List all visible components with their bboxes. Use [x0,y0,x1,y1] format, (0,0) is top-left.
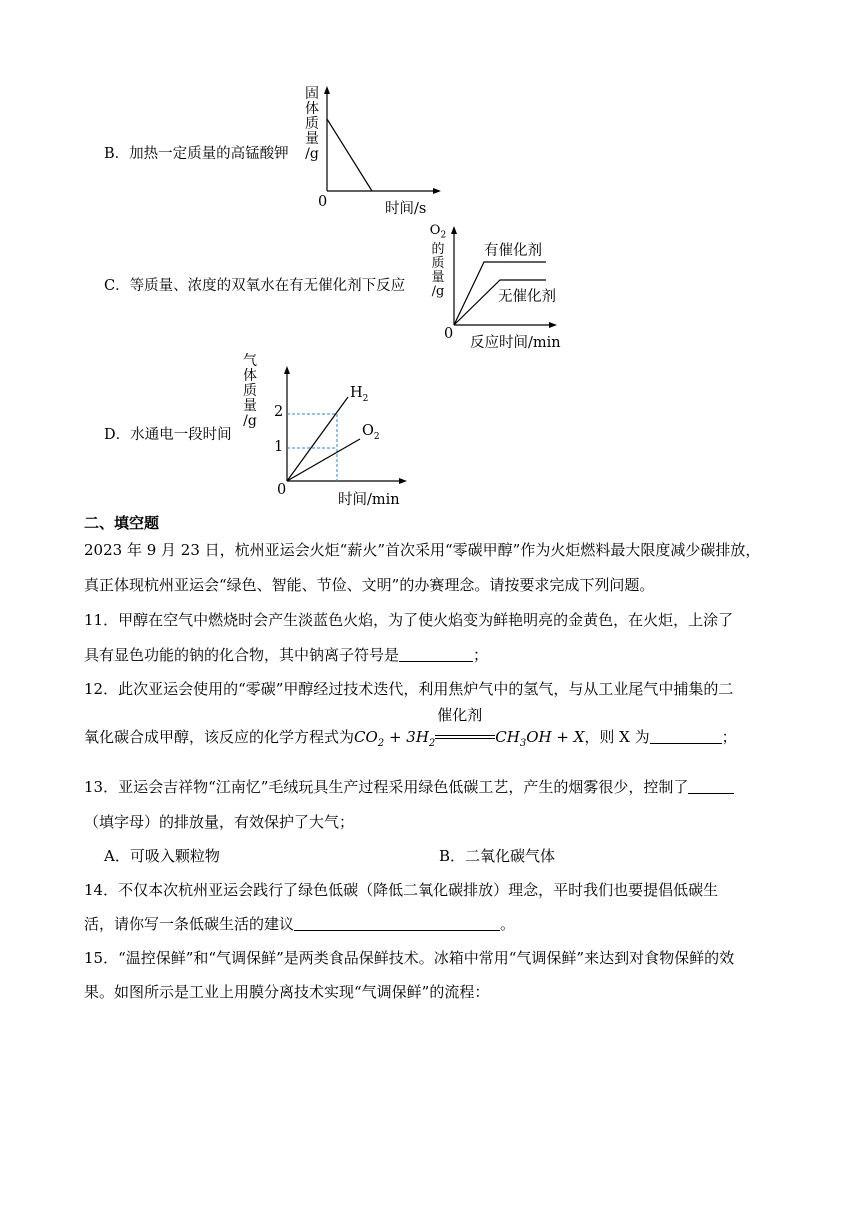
q12-line-2: 氧化碳合成甲醇，该反应的化学方程式为$CO_2 + 3H_2$ 催化剂 $CH_3OH + X$，则 X 为 ； [84,706,737,749]
graph-c-line2-label: 无催化剂 [498,289,556,305]
q14-line-1: 14．不仅本次杭州亚运会践行了绿色低碳（降低二氧化碳排放）理念，平时我们也要提倡低碳生 [84,881,719,899]
q13-answer-blank[interactable] [688,778,734,794]
graph-c-ylabel: $O_2$ 的 质 量 /g [429,223,447,299]
equation: $CO_2 + 3H_2$ 催化剂 $CH_3OH + X$ [354,706,585,749]
graph-d-o2-label: $O_2$ [362,423,380,442]
q11-line-1: 11．甲醇在空气中燃烧时会产生淡蓝色火焰，为了使火焰变为鲜艳明亮的金黄色，在火炬，上涂了 [84,611,734,629]
q15-line-2: 果。如图所示是工业上用膜分离技术实现“气调保鲜”的流程： [84,983,490,1001]
graph-d-xlabel: 时间/min [338,492,400,508]
graph-b-origin: 0 [318,194,328,210]
q13-line-2: （填字母）的排放量，有效保护了大气； [84,813,355,831]
graph-b-xlabel: 时间/s [385,201,427,217]
option-b-label: B．加热一定质量的高锰酸钾 [104,146,289,162]
q13-line-1: 13．亚运会吉祥物“江南忆”毛绒玩具生产过程采用绿色低碳工艺，产生的烟雾很少，控制了 [84,777,734,797]
graph-d-axes [240,352,420,510]
graph-c-origin: 0 [444,326,454,342]
graph-c-line1-label: 有催化剂 [484,243,542,259]
graph-d-tick-2: 2 [274,404,284,420]
graph-d [240,352,420,510]
q14-line-2: 活，请你写一条低碳生活的建议 。 [84,915,516,933]
q13-option-b: B．二氧化碳气体 [439,847,556,865]
option-c-label: C．等质量、浓度的双氧水在有无催化剂下反应 [104,278,406,294]
graph-d-ylabel: 气 体 质 量 /g [243,353,257,429]
q12-line-1: 12．此次亚运会使用的“零碳”甲醇经过技术迭代，利用焦炉气中的氢气，与从工业尾气中捕集的二 [84,680,734,698]
option-d-label: D．水通电一段时间 [104,427,232,443]
section-title: 二、填空题 [84,514,160,532]
graph-c-xlabel: 反应时间/min [470,335,561,351]
graph-c [428,222,578,350]
q14-answer-blank[interactable] [294,915,500,931]
reaction-arrow [435,706,495,743]
graph-d-h2-label: $H_2$ [350,385,369,404]
graph-b [300,84,450,217]
graph-d-tick-1: 1 [274,439,284,455]
q12-answer-blank[interactable] [650,728,722,744]
q11-answer-blank[interactable] [399,646,473,662]
intro-line-1: 2023 年 9 月 23 日，杭州亚运会火炬“薪火”首次采用“零碳甲醇”作为火炬燃料最大限度减少碳排放， [84,541,761,559]
q15-line-1: 15．“温控保鲜”和“气调保鲜”是两类食品保鲜技术。冰箱中常用“气调保鲜”来达到对食物保鲜的效 [84,949,735,967]
q11-line-2: 具有显色功能的钠的化合物，其中钠离子符号是 ； [84,646,489,664]
graph-d-line-o2 [287,439,360,481]
graph-d-origin: 0 [277,482,287,498]
reaction-condition: 催化剂 [437,706,483,724]
graph-b-ylabel: 固 体 质 量 /g [305,86,319,162]
graph-d-line-h2 [287,397,348,481]
graph-b-line [327,119,372,191]
intro-line-2: 真正体现杭州亚运会“绿色、智能、节俭、文明”的办赛理念。请按要求完成下列问题。 [84,576,655,594]
q13-option-a: A．可吸入颗粒物 [104,847,220,865]
